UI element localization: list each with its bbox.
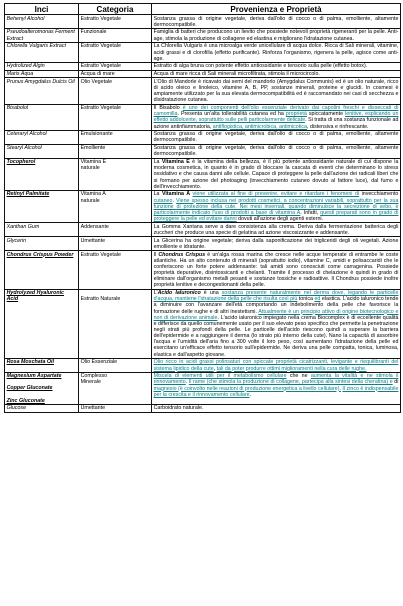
- category-cell: [79, 70, 152, 78]
- header-categoria: Categoria: [79, 4, 152, 15]
- description-text: .: [172, 197, 177, 204]
- description-text: . Presenta un'alta tollerabilità cutanea ed ha: [177, 111, 286, 118]
- description-text: tonica: [297, 296, 315, 303]
- description-cell: [152, 130, 401, 144]
- description-text: Chondrus Crispus: [158, 251, 206, 258]
- description-text: Estratto di alga bruna con potente effetto antiossidante e tensorio sulla pelle (effetto botox).: [153, 63, 368, 70]
- description-text: Sostanza grassa di origine vegetale, deriva dall'olio di cocco o di palma, emolliente, altamente dermocompatibile.: [153, 15, 399, 28]
- description-cell: [152, 372, 401, 404]
- description-text: è una: [200, 290, 222, 297]
- ingredients-table: [4, 3, 401, 413]
- table-row: [5, 29, 401, 43]
- highlighted-text: lenitive, esplicando un effetto addolcente, soprattutto sulle pelli particolarmente delicate: [153, 111, 399, 124]
- category-label: Minerale: [80, 379, 101, 386]
- category-cell: [79, 78, 152, 104]
- inci-name: Behenyl Alcohol: [6, 15, 45, 22]
- description-text: invecchiamento: [359, 191, 399, 198]
- description-text: L': [153, 290, 158, 297]
- inci-cell: [5, 358, 79, 372]
- description-text: La: [153, 159, 162, 166]
- description-cell: [152, 358, 401, 372]
- category-label: Estratto Vegetale: [80, 63, 121, 70]
- description-cell: [152, 29, 401, 43]
- category-label: Olio Vegetale: [80, 78, 113, 85]
- highlighted-text: proprietà: [285, 111, 307, 118]
- category-label: Vitamina E: [80, 159, 107, 166]
- category-label: Funzionale: [80, 29, 107, 36]
- category-label: Estratto Vegetale: [80, 43, 121, 50]
- table-row: [5, 404, 401, 412]
- inci-cell: [5, 70, 79, 78]
- category-label: Estratto Vegetale: [80, 251, 121, 258]
- inci-cell: [5, 237, 79, 251]
- inci-name: Copper Gluconate: [6, 385, 53, 392]
- description-text: Acido Ialuronico: [157, 290, 201, 297]
- category-cell: [79, 372, 152, 404]
- description-cell: [152, 42, 401, 62]
- description-text: Famiglia di batteri che producono un lievito che possiede notevoli proprietà rigeneranti per la pelle. Anti-age, stimola la produzione di collagene ed elastina e migliorano l'idratazione cutanea.: [153, 29, 399, 42]
- table-row: [5, 251, 401, 290]
- table-row: [5, 104, 401, 130]
- inci-name: Xanthan Gum: [6, 223, 40, 230]
- category-cell: [79, 63, 152, 71]
- category-cell: [79, 104, 152, 130]
- description-cell: [152, 15, 401, 29]
- highlighted-text: Il zinco è indispensabile per la crescita e il rinnovamento cellulare: [153, 385, 399, 398]
- category-cell: [79, 130, 152, 144]
- description-text: ,: [213, 365, 217, 372]
- category-label: Emolliente: [80, 145, 106, 152]
- inci-cell: [5, 144, 79, 158]
- description-text: .: [249, 391, 252, 398]
- description-text: La Gomma Xantana serve a dare consistenza alla crema. Deriva dalla fermentazione batterica degli zuccheri che produce una specie di gelatina ad azione viscosizzante e addensante.: [153, 223, 399, 236]
- table-row: [5, 191, 401, 223]
- highlighted-text: tali da poter produrre ottimi miglioramenti nella cura delle rughe.: [216, 365, 367, 372]
- description-text: Carboidrato naturale.: [153, 405, 204, 412]
- category-cell: [79, 358, 152, 372]
- category-label: Emulsionante: [80, 131, 113, 138]
- table-row: [5, 144, 401, 158]
- inci-name: Hydrolized Algin: [6, 63, 45, 70]
- description-text: che ne: [286, 373, 311, 380]
- inci-name: Glycerin: [6, 237, 27, 244]
- description-cell: [152, 70, 401, 78]
- description-text: Sostanza grassa di origine vegetale, deriva dall'olio di cocco o di palma, emolliente, altamente dermocompatibile.: [153, 131, 399, 144]
- highlighted-text: antiflogistica, antimicrobica, antimicotica: [212, 123, 307, 130]
- inci-name: Ceteraryl Alcohol: [6, 131, 47, 138]
- header-inci: Inci: [5, 4, 79, 15]
- description-text: elastica. L'acido ialuronico tende a diminuire con l'avanzare dell'età comportando un indebolimento della pelle che favorisce la formazione delle rughe e di altri inestetismi.: [153, 296, 399, 315]
- description-text: .: [185, 379, 189, 386]
- table-row: [5, 42, 401, 62]
- table-row: [5, 15, 401, 29]
- description-cell: [152, 63, 401, 71]
- category-label: Complesso: [80, 373, 108, 380]
- description-cell: [152, 158, 401, 190]
- description-text: . Si tratta di una sostanza funzionale ad azione antinfiammatoria,: [153, 117, 399, 130]
- table-row: [5, 158, 401, 190]
- highlighted-text: Viene spesso inclusa nei prodotti cosmetici, a concentrazioni variabili, soprattutto per la sua funzione di protezione della cute. Nei mesi invernali, quando diminuisce la secrezione di sebo, è particolarmente indicato l'uso di prodotti a base di vitamina A: [153, 197, 399, 216]
- inci-cell: [5, 78, 79, 104]
- inci-cell: [5, 130, 79, 144]
- category-label: Olio Essenziale: [80, 359, 118, 366]
- header-provenienza: Provenienza e Proprietà: [152, 4, 401, 15]
- category-label: Estratto Vegetale: [80, 15, 121, 22]
- description-text: La Chlorella Vulgaris è una microalga verde unicellulare di acqua dolce. Ricca di Sali minerali, vitamine, acidi grassi e di clorofilla (effetto purificante). Rinforza l'organismo, rigenera la pelle, agisce come anti-age.: [153, 43, 399, 62]
- table-body: [5, 15, 401, 412]
- category-label: Estratto Naturale: [80, 296, 121, 303]
- category-label: Umettante: [80, 405, 106, 412]
- description-cell: [152, 144, 401, 158]
- inci-name: Magnesium Aspartate: [6, 373, 62, 380]
- category-cell: [79, 404, 152, 412]
- category-label: Addensante: [80, 223, 109, 230]
- inci-name: Pseudoalteromonas Ferment Extract: [6, 29, 75, 42]
- highlighted-text: questi preparati sono in grado di proteggere la pelle ed evitare danni: [153, 209, 399, 223]
- description-cell: [152, 237, 401, 251]
- inci-name: Chlorella Vulgaris Extract: [6, 43, 66, 50]
- category-cell: [79, 158, 152, 190]
- table-header-row: [5, 4, 401, 15]
- inci-name: Chondrus Crispus Powder: [6, 251, 74, 258]
- table-row: [5, 130, 401, 144]
- inci-cell: [5, 251, 79, 290]
- table-row: [5, 358, 401, 372]
- inci-cell: [5, 15, 79, 29]
- inci-name: Tocopherol: [6, 159, 36, 166]
- description-text: è un'alga rossa marina che cresce nelle acque temperate di entrambe le coste atlantiche. Ha un alto contenuto di minerali (soprattutto iodio), vitamine C, amidi e polisaccaridi che le conferiscono un forte potere addensante: tali amidi sono conosciuti come carragenina. Possiede proprietà depurative, disintossicanti e chelanti. Tramite il processo di chelazione è quindi in grado di eliminare dall'organismo metalli pesanti e sostanze tossiche e radioattive. Il Chondrus possiede inoltre proprietà lenitive e decongestionanti della pelle.: [153, 251, 399, 289]
- description-text: Il: [153, 251, 159, 258]
- description-cell: [152, 104, 401, 130]
- inci-cell: [5, 29, 79, 43]
- highlighted-text: viene utilizzata al fine di prevenire, evitare e ritardare i fenomeni di: [192, 191, 360, 198]
- description-cell: [152, 251, 401, 290]
- inci-name: Maris Aqua: [6, 71, 34, 78]
- category-cell: [79, 223, 152, 237]
- inci-name: Prunus Amygdalus Dulcis Oil: [6, 78, 75, 85]
- highlighted-text: Olio ricco in acidi grassi polinsaturi con spiccate proprietà cicatrizzanti, levigante e riequilibranti del sistema lipidico della cute: [153, 359, 399, 372]
- highlighted-text: aumenta la vitalità e ne stimola il rinnovamento: [153, 373, 399, 386]
- description-cell: [152, 289, 401, 358]
- highlighted-text: è uno dei componenti dell'olio essenziale derivato dai capolini freschi e disseccati di camomilla: [153, 105, 399, 118]
- category-label: Vitamina A: [80, 191, 106, 198]
- description-text: dovuti all'azione degli agenti esterni.: [236, 216, 324, 223]
- inci-name: Zinc Gluconate: [6, 397, 45, 404]
- category-label: Acqua di mare: [80, 71, 115, 78]
- highlighted-text: cutaneo: [153, 197, 173, 204]
- description-text: di: [392, 379, 399, 386]
- inci-name: Bisabolol: [6, 105, 29, 112]
- description-cell: [152, 223, 401, 237]
- category-cell: [79, 42, 152, 62]
- table-row: [5, 237, 401, 251]
- inci-cell: [5, 104, 79, 130]
- highlighted-text: ed: [314, 296, 321, 303]
- category-label: naturale: [80, 197, 100, 204]
- inci-cell: [5, 372, 79, 404]
- category-label: naturale: [80, 165, 100, 172]
- inci-cell: [5, 289, 79, 358]
- category-cell: [79, 237, 152, 251]
- description-text: Vitamina E: [161, 159, 190, 166]
- category-cell: [79, 15, 152, 29]
- inci-name: Retinyl Palmitate: [6, 191, 50, 198]
- category-cell: [79, 251, 152, 290]
- category-cell: [79, 191, 152, 223]
- table-row: [5, 223, 401, 237]
- highlighted-text: Il rame (che stimola la produzione di collagene, partecipa alla sintesi della cheratina) e: [188, 379, 393, 386]
- table-row: [5, 289, 401, 358]
- inci-cell: [5, 42, 79, 62]
- category-cell: [79, 144, 152, 158]
- inci-cell: [5, 63, 79, 71]
- highlighted-text: magnesio (è coinvolto nelle reazioni di produzione energetica a livello cellulare).: [153, 385, 341, 392]
- description-text: Il Bisabolo: [153, 105, 183, 112]
- highlighted-text: sostanza presente naturalmente nel derma dove, legando le particelle d'acqua, mantiene l'idratazione della pelle che risulta così più: [153, 290, 399, 303]
- description-text: Sostanza grassa di origine vegetale, deriva dall'olio di cocco o di palma, emolliente, altamente dermocompatibile.: [153, 145, 399, 158]
- inci-cell: [5, 191, 79, 223]
- description-text: spiccatamente: [306, 111, 346, 118]
- highlighted-text: Miscela di elementi utili per il metabolismo cellulare: [153, 373, 287, 380]
- table-row: [5, 78, 401, 104]
- inci-name: Rosa Moschata Oil: [6, 359, 54, 366]
- inci-cell: [5, 223, 79, 237]
- category-label: Umettante: [80, 237, 106, 244]
- description-cell: [152, 404, 401, 412]
- description-text: . Infatti,: [300, 209, 321, 216]
- description-cell: [152, 78, 401, 104]
- category-label: Estratto Vegetale: [80, 105, 121, 112]
- highlighted-text: Attualmente è un principio attivo di origine biotecnologico e non di derivazione animale: [153, 308, 399, 321]
- category-cell: [79, 29, 152, 43]
- description-cell: [152, 191, 401, 223]
- table-row: [5, 70, 401, 78]
- inci-cell: [5, 404, 79, 412]
- table-row: [5, 372, 401, 404]
- description-text: . L'acido ialuronico impiegato nella crema Biocomplex è di eccellente qualità e differisce da quello comunemente usato per il suo elevato peso specifico che permette la penetrazione negli strati più profondi della pelle. Le particelle dell'acido riescono quindi a superare la barriera dell'epidermide e a raggiungere il derma (lo strato più interno della cute). Nano la capacità di assorbire l'acqua e l'umidità dell'aria fino a 300 volte il loro peso, così aumentano l'idratazione della pelle ed esercitano un'efficace effetto tensorio sull'epidermide. Ne deriva una pelle compatta, tonica, luminosa, elastica e dall'aspetto giovane.: [153, 314, 399, 358]
- inci-name: Stearyl Alcohol: [6, 145, 42, 152]
- description-text: è la vitamina della bellezza, è il più potente antiossidante naturale di cui dispone la moderna cosmetica, in quanto è in grado di bloccare la cascata di eventi che determinano lo stress ossidativo e che causa danni alle cellule. Capace di proteggere la pelle dall'azione dei radicali liberi che si formano per azione del photoaging (invecchiamento cutaneo dovuto al fattore luce), dal fumo e dell'invecchiamento.: [153, 159, 399, 190]
- inci-cell: [5, 158, 79, 190]
- description-text: Acqua di mare ricca di Sali minerali microfiltrata, stimola il microcircolo.: [153, 71, 320, 78]
- description-text: La Glicerina ha origine vegetale; deriva dalla saponificazione dei trigliceridi degli oli vegetali. Azione emolliente e idratante.: [153, 237, 399, 250]
- description-text: La: [153, 191, 162, 198]
- description-text: , distensiva e rinfrescante.: [307, 123, 369, 130]
- description-text: L'Olio di Mandorle è ricavato dai semi del mandorlo (Amygdalus Communis) ed è un olio naturale, ricco di acido oleico e linoleico, vitamine A, B, PP, sostanze minerali, proteine e glucidi. In cosmesi è ampiamente utilizzato per la sua elevata dermocompatibilità ed è raccomandato nei casi di secchezza e disidratazione cutanea.: [153, 78, 399, 104]
- description-text: Vitamina A: [161, 191, 191, 198]
- table-row: [5, 63, 401, 71]
- inci-name: Glucose: [6, 405, 27, 412]
- inci-name: Hydrolyzed Hyaluronic Acid: [6, 290, 64, 303]
- category-cell: [79, 289, 152, 358]
